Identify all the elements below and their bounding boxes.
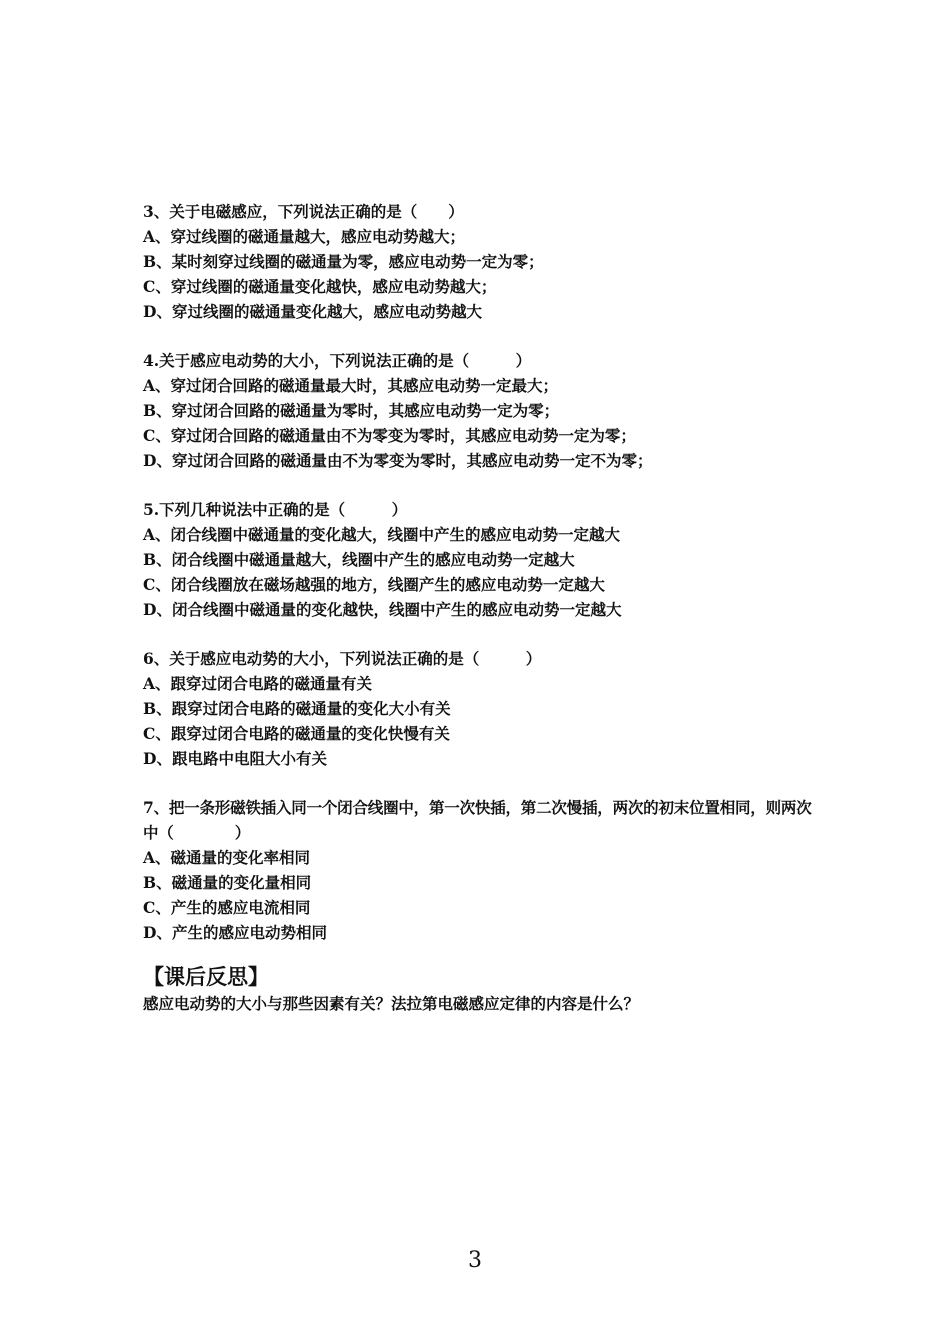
question-4	[143, 348, 823, 473]
page-content	[143, 199, 823, 1016]
option-a: A、磁通量的变化率相同	[143, 848, 311, 867]
question-6	[143, 646, 823, 771]
option-a: A、跟穿过闭合电路的磁通量有关	[143, 674, 373, 693]
question-3	[143, 199, 823, 324]
option-c: C、跟穿过闭合电路的磁通量的变化快慢有关	[143, 724, 450, 743]
question-5	[143, 497, 823, 622]
option-a: A、闭合线圈中磁通量的变化越大，线圈中产生的感应电动势一定越大	[143, 525, 621, 544]
section-title: 【课后反思】	[143, 964, 269, 989]
option-b: B、磁通量的变化量相同	[143, 873, 312, 892]
option-b: B、闭合线圈中磁通量越大，线圈中产生的感应电动势一定越大	[143, 550, 575, 569]
question-7	[143, 795, 823, 945]
option-d: D、穿过线圈的磁通量变化越大，感应电动势越大	[143, 302, 482, 321]
option-b: B、跟穿过闭合电路的磁通量的变化大小有关	[143, 699, 451, 718]
question-stem: 5.下列几种说法中正确的是（ ）	[143, 500, 408, 519]
reflection-section	[143, 963, 823, 1016]
option-c: C、穿过线圈的磁通量变化越快，感应电动势越大；	[143, 277, 497, 296]
option-d: D、跟电路中电阻大小有关	[143, 749, 327, 768]
option-d: D、闭合线圈中磁通量的变化越快，线圈中产生的感应电动势一定越大	[143, 600, 622, 619]
option-c: C、产生的感应电流相同	[143, 898, 311, 917]
option-a: A、穿过线圈的磁通量越大，感应电动势越大；	[143, 227, 466, 246]
option-b: B、穿过闭合回路的磁通量为零时，其感应电动势一定为零；	[143, 401, 560, 420]
question-stem: 4.关于感应电动势的大小，下列说法正确的是（ ）	[143, 351, 532, 370]
option-a: A、穿过闭合回路的磁通量最大时，其感应电动势一定最大；	[143, 376, 559, 395]
question-stem: 7、把一条形磁铁插入同一个闭合线圈中，第一次快插，第二次慢插，两次的初末位置相同，则两次中（ ）	[143, 798, 812, 842]
question-stem: 6、关于感应电动势的大小，下列说法正确的是（ ）	[143, 649, 542, 668]
option-d: D、产生的感应电动势相同	[143, 923, 327, 942]
question-stem: 3、关于电磁感应，下列说法正确的是（ ）	[143, 202, 464, 221]
reflection-text: 感应电动势的大小与那些因素有关？法拉第电磁感应定律的内容是什么？	[143, 994, 640, 1013]
option-c: C、穿过闭合回路的磁通量由不为零变为零时，其感应电动势一定为零；	[143, 426, 636, 445]
option-d: D、穿过闭合回路的磁通量由不为零变为零时，其感应电动势一定不为零；	[143, 451, 653, 470]
page-number: 3	[468, 1248, 482, 1273]
option-b: B、某时刻穿过线圈的磁通量为零，感应电动势一定为零；	[143, 252, 544, 271]
option-c: C、闭合线圈放在磁场越强的地方，线圈产生的感应电动势一定越大	[143, 575, 605, 594]
